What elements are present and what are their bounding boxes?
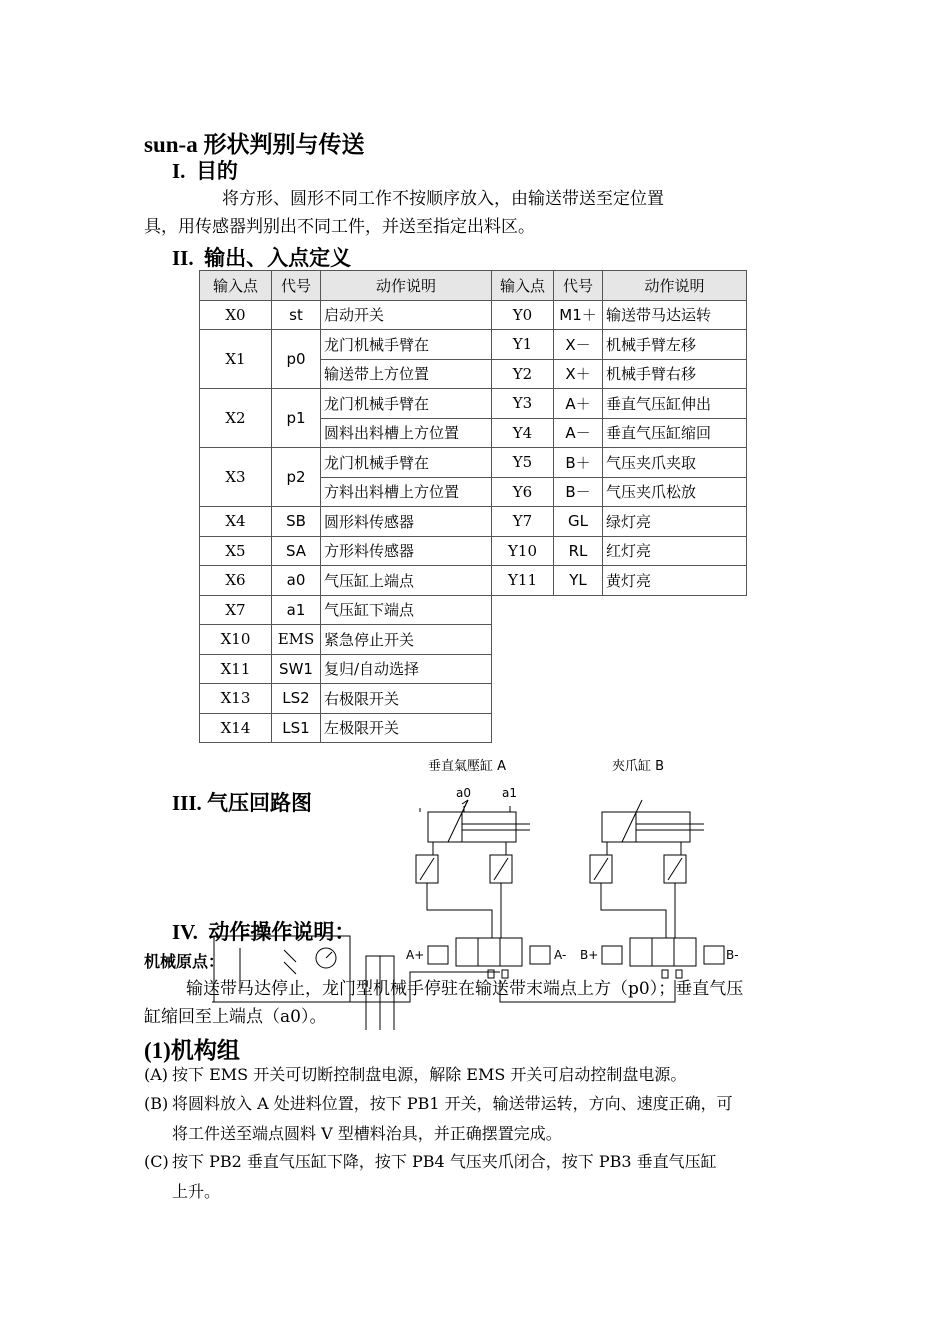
- input-desc: 龙门机械手臂在: [321, 448, 492, 478]
- output-code: YL: [554, 566, 603, 596]
- output-desc: 红灯亮: [603, 536, 747, 566]
- item-label: (B): [144, 1094, 169, 1113]
- output-desc: 垂直气压缸伸出: [603, 389, 747, 419]
- input-point: X13: [200, 684, 272, 714]
- mechanical-origin-label: 机械原点：: [144, 952, 225, 971]
- table-row: [200, 625, 747, 655]
- header-cell: 输入点: [200, 271, 272, 301]
- item-label: (C): [144, 1152, 169, 1171]
- input-point: X4: [200, 507, 272, 537]
- purpose-line-1: 将方形、圆形不同工作不按顺序放入，由输送带送至定位置: [222, 189, 664, 209]
- input-desc: 紧急停止开关: [321, 625, 492, 655]
- header-cell: 代号: [272, 271, 321, 301]
- air-lines: [420, 808, 681, 938]
- input-desc: 圆料出料槽上方位置: [321, 418, 492, 448]
- table-row: [200, 507, 747, 537]
- header-cell: 代号: [554, 271, 603, 301]
- table-row: [200, 536, 747, 566]
- item-text: 将圆料放入 A 处进料位置，按下 PB1 开关，输送带运转，方向、速度正确，可: [172, 1094, 733, 1113]
- item-text: 按下 PB2 垂直气压缸下降，按下 PB4 气压夹爪闭合，按下 PB3 垂直气压缸: [172, 1152, 717, 1171]
- section-number: IV.: [172, 920, 198, 944]
- output-point: Y6: [492, 477, 554, 507]
- input-code: p0: [272, 330, 321, 389]
- input-code: SA: [272, 536, 321, 566]
- output-code: A＋: [554, 389, 603, 419]
- input-point: X7: [200, 595, 272, 625]
- header-cell: 动作说明: [603, 271, 747, 301]
- output-point: Y3: [492, 389, 554, 419]
- input-desc: 气压缸上端点: [321, 566, 492, 596]
- table-row: [200, 448, 747, 478]
- output-code: B＋: [554, 448, 603, 478]
- input-code: SB: [272, 507, 321, 537]
- output-code: X＋: [554, 359, 603, 389]
- header-cell: 动作说明: [321, 271, 492, 301]
- output-point: Y0: [492, 300, 554, 330]
- empty-cell: [492, 654, 747, 684]
- output-desc: 输送带马达运转: [603, 300, 747, 330]
- mechanism-group-heading: (1)机构组: [144, 1038, 240, 1063]
- input-point: X3: [200, 448, 272, 507]
- purpose-line-2: 具，用传感器判别出不同工件，并送至指定出料区。: [144, 217, 535, 237]
- cylinder-b: [602, 800, 704, 842]
- item-label: (A): [144, 1065, 169, 1084]
- output-code: RL: [554, 536, 603, 566]
- valve-a-minus-label: A-: [554, 948, 567, 962]
- section-purpose-heading: [172, 155, 238, 185]
- output-desc: 黄灯亮: [603, 566, 747, 596]
- output-desc: 垂直气压缸缩回: [603, 418, 747, 448]
- valve-b-plus-label: B+: [580, 948, 599, 962]
- table-row: [200, 595, 747, 625]
- input-code: st: [272, 300, 321, 330]
- section-title: 气压回路图: [207, 791, 313, 815]
- input-point: X10: [200, 625, 272, 655]
- output-point: Y10: [492, 536, 554, 566]
- input-point: X14: [200, 713, 272, 743]
- table-row: [200, 684, 747, 714]
- valve-a-plus-label: A+: [406, 948, 425, 962]
- section-io-heading: [172, 242, 351, 272]
- section-number: III.: [172, 791, 202, 815]
- table-row: [200, 330, 747, 360]
- input-desc: 复归/自动选择: [321, 654, 492, 684]
- input-desc: 龙门机械手臂在: [321, 389, 492, 419]
- section-title: 动作操作说明：: [208, 920, 356, 944]
- input-desc: 圆形料传感器: [321, 507, 492, 537]
- input-point: X1: [200, 330, 272, 389]
- table-row: [200, 654, 747, 684]
- table-row: [200, 713, 747, 743]
- solenoid-valve-b: [580, 938, 739, 978]
- valve-b-minus-label: B-: [726, 948, 739, 962]
- output-code: GL: [554, 507, 603, 537]
- input-code: p1: [272, 389, 321, 448]
- list-item: [144, 1089, 809, 1149]
- header-cell: 输入点: [492, 271, 554, 301]
- empty-cell: [492, 595, 747, 625]
- table-row: [200, 566, 747, 596]
- output-point: Y2: [492, 359, 554, 389]
- input-point: X11: [200, 654, 272, 684]
- input-code: p2: [272, 448, 321, 507]
- input-desc: 右极限开关: [321, 684, 492, 714]
- input-desc: 输送带上方位置: [321, 359, 492, 389]
- cylinder-a: [428, 800, 530, 842]
- input-point: X5: [200, 536, 272, 566]
- output-point: Y1: [492, 330, 554, 360]
- output-desc: 机械手臂左移: [603, 330, 747, 360]
- output-desc: 机械手臂右移: [603, 359, 747, 389]
- section-title: 输出、入点定义: [204, 246, 352, 270]
- input-desc: 左极限开关: [321, 713, 492, 743]
- section-number: I.: [172, 159, 186, 183]
- page-title: sun-a 形状判别与传送: [144, 132, 365, 157]
- table-row: [200, 389, 747, 419]
- input-code: EMS: [272, 625, 321, 655]
- output-desc: 绿灯亮: [603, 507, 747, 537]
- input-code: a0: [272, 566, 321, 596]
- list-item: [144, 1060, 809, 1090]
- input-code: LS1: [272, 713, 321, 743]
- output-point: Y11: [492, 566, 554, 596]
- output-code: M1＋: [554, 300, 603, 330]
- section-number: II.: [172, 246, 194, 270]
- section-title: 目的: [195, 159, 238, 183]
- output-point: Y7: [492, 507, 554, 537]
- output-point: Y5: [492, 448, 554, 478]
- sensor-a0-label: a0: [456, 786, 471, 800]
- output-desc: 气压夹爪松放: [603, 477, 747, 507]
- input-desc: 方形料传感器: [321, 536, 492, 566]
- origin-line-1: 输送带马达停止，龙门型机械手停驻在输送带末端点上方（p0）；垂直气压: [186, 979, 744, 999]
- empty-cell: [492, 713, 747, 743]
- empty-cell: [492, 684, 747, 714]
- input-desc: 方料出料槽上方位置: [321, 477, 492, 507]
- flow-control-valves: [416, 855, 686, 883]
- cylinder-a-label: 垂直氣壓缸 A: [428, 759, 507, 774]
- input-desc: 启动开关: [321, 300, 492, 330]
- input-desc: 气压缸下端点: [321, 595, 492, 625]
- input-point: X6: [200, 566, 272, 596]
- input-point: X2: [200, 389, 272, 448]
- io-definition-table: [199, 270, 747, 743]
- sensor-a1-label: a1: [502, 786, 517, 800]
- input-code: LS2: [272, 684, 321, 714]
- output-desc: 气压夹爪夹取: [603, 448, 747, 478]
- item-text: 按下 EMS 开关可切断控制盘电源，解除 EMS 开关可启动控制盘电源。: [172, 1065, 687, 1084]
- output-code: X－: [554, 330, 603, 360]
- table-row: [200, 300, 747, 330]
- item-text: 将工件送至端点圆料 V 型槽料治具，并正确摆置完成。: [172, 1124, 562, 1143]
- output-code: A－: [554, 418, 603, 448]
- list-item: [144, 1147, 809, 1207]
- section-operation-heading: [172, 916, 355, 946]
- input-code: a1: [272, 595, 321, 625]
- output-point: Y4: [492, 418, 554, 448]
- input-desc: 龙门机械手臂在: [321, 330, 492, 360]
- empty-cell: [492, 625, 747, 655]
- cylinder-b-label: 夾爪缸 B: [612, 759, 665, 774]
- input-code: SW1: [272, 654, 321, 684]
- item-text: 上升。: [172, 1182, 221, 1201]
- table-header-row: [200, 271, 747, 301]
- origin-line-2: 缸缩回至上端点（a0）。: [144, 1007, 327, 1027]
- input-point: X0: [200, 300, 272, 330]
- output-code: B－: [554, 477, 603, 507]
